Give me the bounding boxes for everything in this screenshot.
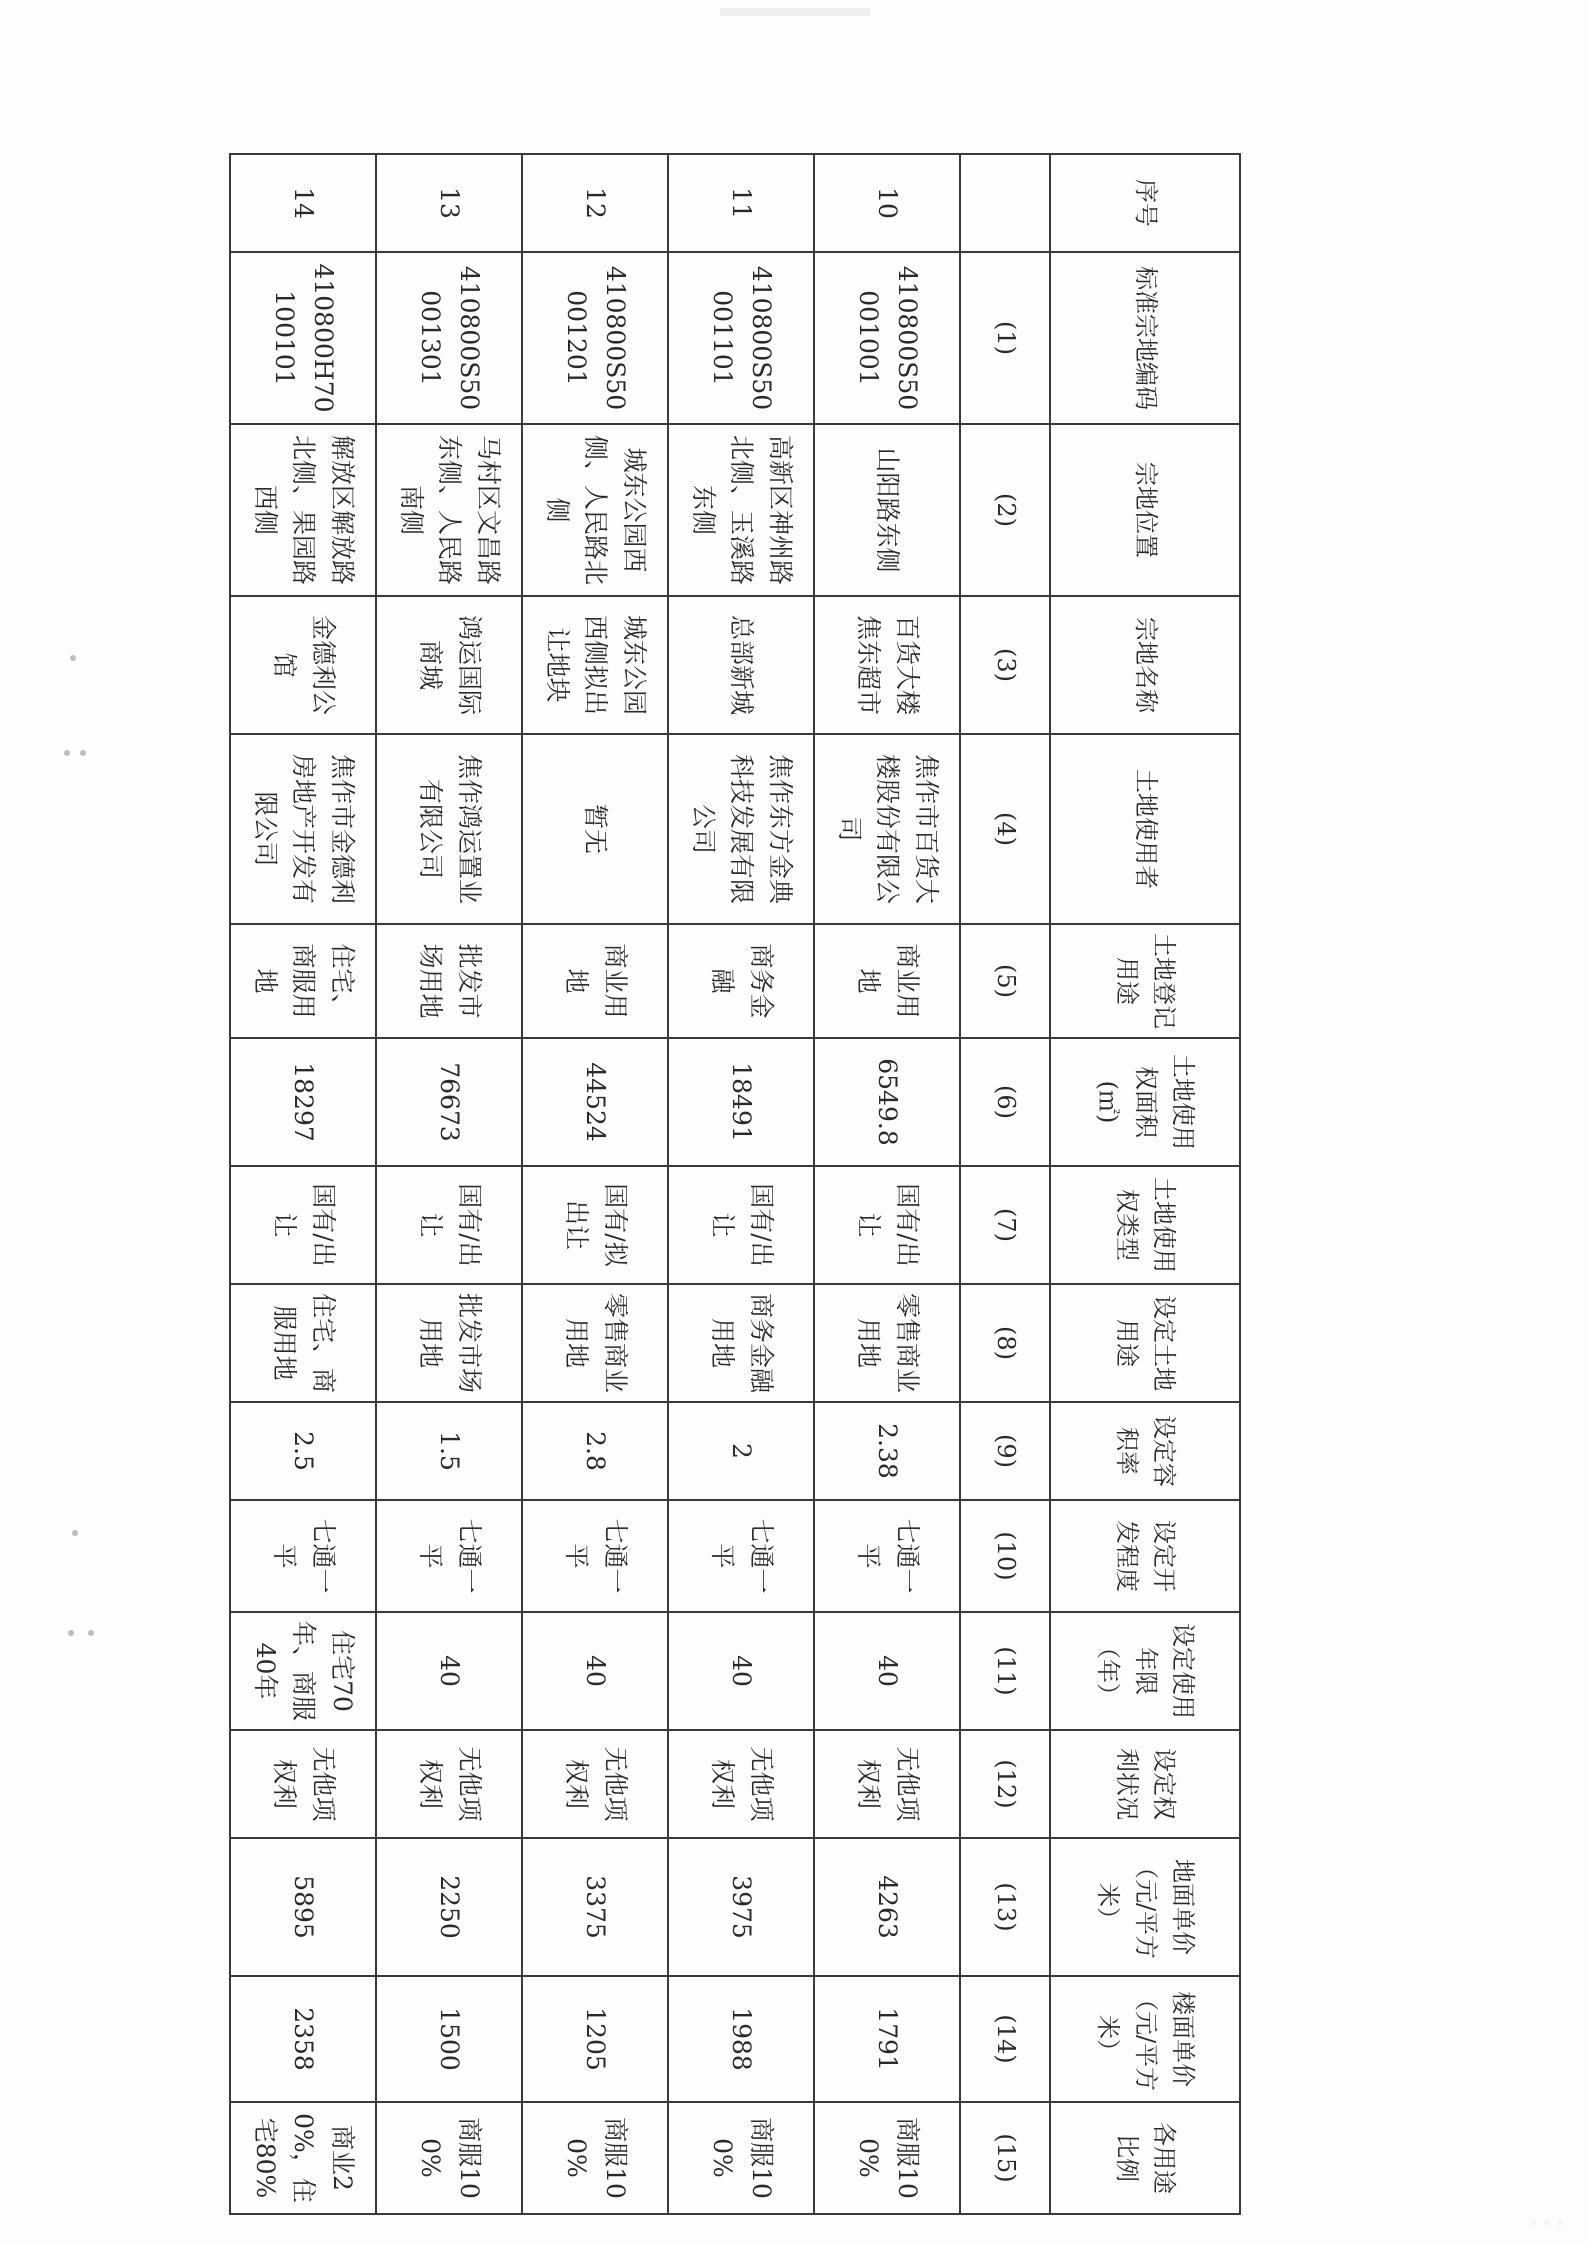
table-cell: 410800S50001201 (522, 252, 668, 424)
header-cell: 设定土地用途 (1050, 1284, 1240, 1402)
index-cell: (7) (960, 1166, 1050, 1284)
table-cell: 百货大楼焦东超市 (814, 596, 960, 734)
table-cell: 11 (668, 154, 814, 252)
table-cell: 40 (376, 1612, 522, 1730)
table-cell: 44524 (522, 1038, 668, 1166)
header-cell: 土地登记用途 (1050, 924, 1240, 1038)
table-cell: 76673 (376, 1038, 522, 1166)
table-cell: 城东公园西侧、人民路北侧 (522, 424, 668, 596)
table-cell: 七通一平 (814, 1500, 960, 1612)
scan-mark (720, 8, 870, 16)
table-cell: 住宅70年、商服40年 (230, 1612, 376, 1730)
table-cell: 国有/出让 (376, 1166, 522, 1284)
table-row (376, 154, 522, 2214)
table-cell: 1500 (376, 1976, 522, 2102)
table-cell: 七通一平 (230, 1500, 376, 1612)
table-cell: 40 (522, 1612, 668, 1730)
table-row (230, 154, 376, 2214)
scan-speck (88, 1630, 94, 1636)
table-cell: 410800H70100101 (230, 252, 376, 424)
table-cell: 焦作市百货大楼股份有限公司 (814, 734, 960, 924)
table-row (814, 154, 960, 2214)
table-cell: 40 (668, 1612, 814, 1730)
table-cell: 商务金融 (668, 924, 814, 1038)
table-cell: 商服100% (668, 2102, 814, 2214)
table-cell: 批发市场用地 (376, 924, 522, 1038)
table-body (230, 154, 1240, 2214)
table-cell: 2.8 (522, 1402, 668, 1500)
table-cell: 18491 (668, 1038, 814, 1166)
table-cell: 5895 (230, 1838, 376, 1976)
table-cell: 七通一平 (376, 1500, 522, 1612)
table-cell: 1988 (668, 1976, 814, 2102)
index-cell (960, 154, 1050, 252)
land-parcel-table (229, 153, 1241, 2215)
table-cell: 国有/出让 (230, 1166, 376, 1284)
header-cell: 宗地名称 (1050, 596, 1240, 734)
header-cell: 土地使用权面积(㎡) (1050, 1038, 1240, 1166)
header-cell: 土地使用者 (1050, 734, 1240, 924)
table-cell: 12 (522, 154, 668, 252)
table-cell: 七通一平 (668, 1500, 814, 1612)
table-cell: 住宅、商服用地 (230, 924, 376, 1038)
table-cell: 商服100% (376, 2102, 522, 2214)
table-cell: 无他项权利 (230, 1730, 376, 1838)
header-cell: 标准宗地编码 (1050, 252, 1240, 424)
table-cell: 18297 (230, 1038, 376, 1166)
table-cell: 13 (376, 154, 522, 252)
table-cell: 2 (668, 1402, 814, 1500)
table-cell: 国有/拟出让 (522, 1166, 668, 1284)
index-cell: (13) (960, 1838, 1050, 1976)
table-cell: 城东公园西侧拟出让地块 (522, 596, 668, 734)
table-cell: 山阳路东侧 (814, 424, 960, 596)
table-cell: 暂无 (522, 734, 668, 924)
table-cell: 零售商业用地 (814, 1284, 960, 1402)
header-cell: 各用途比例 (1050, 2102, 1240, 2214)
table-cell: 无他项权利 (814, 1730, 960, 1838)
scan-speck (80, 750, 86, 756)
index-cell: (4) (960, 734, 1050, 924)
index-cell: (14) (960, 1976, 1050, 2102)
header-cell: 宗地位置 (1050, 424, 1240, 596)
scan-speck (70, 655, 76, 661)
scan-speck (68, 1630, 74, 1636)
index-cell: (15) (960, 2102, 1050, 2214)
index-cell: (11) (960, 1612, 1050, 1730)
index-cell: (10) (960, 1500, 1050, 1612)
table-cell: 商服100% (814, 2102, 960, 2214)
index-cell: (12) (960, 1730, 1050, 1838)
watermark-logo: ◦ ◦ ◦ (1528, 2215, 1565, 2233)
table-cell: 商业用地 (522, 924, 668, 1038)
index-cell: (5) (960, 924, 1050, 1038)
table-header-row (1050, 154, 1240, 2214)
table-cell: 2.38 (814, 1402, 960, 1500)
table-cell: 410800S50001301 (376, 252, 522, 424)
scan-speck (64, 750, 70, 756)
table-cell: 无他项权利 (668, 1730, 814, 1838)
table-cell: 2358 (230, 1976, 376, 2102)
header-cell: 设定使用年限（年） (1050, 1612, 1240, 1730)
column-index-row (960, 154, 1050, 2214)
index-cell: (1) (960, 252, 1050, 424)
header-cell: 楼面单价（元/平方米） (1050, 1976, 1240, 2102)
table-cell: 批发市场用地 (376, 1284, 522, 1402)
table-cell: 马村区文昌路东侧、人民路南侧 (376, 424, 522, 596)
table-cell: 410800S50001001 (814, 252, 960, 424)
table-cell: 10 (814, 154, 960, 252)
index-cell: (3) (960, 596, 1050, 734)
scan-speck (72, 1530, 78, 1536)
table-cell: 1205 (522, 1976, 668, 2102)
table-cell: 2250 (376, 1838, 522, 1976)
table-cell: 焦作鸿运置业有限公司 (376, 734, 522, 924)
table-cell: 国有/出让 (814, 1166, 960, 1284)
table-cell: 3975 (668, 1838, 814, 1976)
table-cell: 14 (230, 154, 376, 252)
table-cell: 零售商业用地 (522, 1284, 668, 1402)
table-cell: 4263 (814, 1838, 960, 1976)
table-cell: 高新区神州路北侧、玉溪路东侧 (668, 424, 814, 596)
table-cell: 商业20%，住宅80% (230, 2102, 376, 2214)
table-cell: 410800S50001101 (668, 252, 814, 424)
table-cell: 6549.8 (814, 1038, 960, 1166)
table-cell: 40 (814, 1612, 960, 1730)
table-row (668, 154, 814, 2214)
header-cell: 设定权利状况 (1050, 1730, 1240, 1838)
table-cell: 国有/出让 (668, 1166, 814, 1284)
table-cell: 解放区解放路北侧、果园路西侧 (230, 424, 376, 596)
table-row (522, 154, 668, 2214)
index-cell: (9) (960, 1402, 1050, 1500)
table-cell: 焦作东方金典科技发展有限公司 (668, 734, 814, 924)
rotated-table-container (231, 153, 1241, 2203)
header-cell: 地面单价（元/平方米） (1050, 1838, 1240, 1976)
table-cell: 商业用地 (814, 924, 960, 1038)
table-cell: 无他项权利 (376, 1730, 522, 1838)
table-cell: 1791 (814, 1976, 960, 2102)
table-cell: 2.5 (230, 1402, 376, 1500)
table-cell: 七通一平 (522, 1500, 668, 1612)
table-cell: 无他项权利 (522, 1730, 668, 1838)
header-cell: 土地使用权类型 (1050, 1166, 1240, 1284)
table-cell: 商务金融用地 (668, 1284, 814, 1402)
header-cell: 设定开发程度 (1050, 1500, 1240, 1612)
table-cell: 住宅、商服用地 (230, 1284, 376, 1402)
table-cell: 3375 (522, 1838, 668, 1976)
table-cell: 金德利公馆 (230, 596, 376, 734)
header-cell: 设定容积率 (1050, 1402, 1240, 1500)
index-cell: (8) (960, 1284, 1050, 1402)
table-cell: 焦作市金德利房地产开发有限公司 (230, 734, 376, 924)
index-cell: (6) (960, 1038, 1050, 1166)
table-cell: 鸿运国际商城 (376, 596, 522, 734)
table-cell: 总部新城 (668, 596, 814, 734)
header-cell: 序号 (1050, 154, 1240, 252)
table-cell: 商服100% (522, 2102, 668, 2214)
index-cell: (2) (960, 424, 1050, 596)
table-cell: 1.5 (376, 1402, 522, 1500)
